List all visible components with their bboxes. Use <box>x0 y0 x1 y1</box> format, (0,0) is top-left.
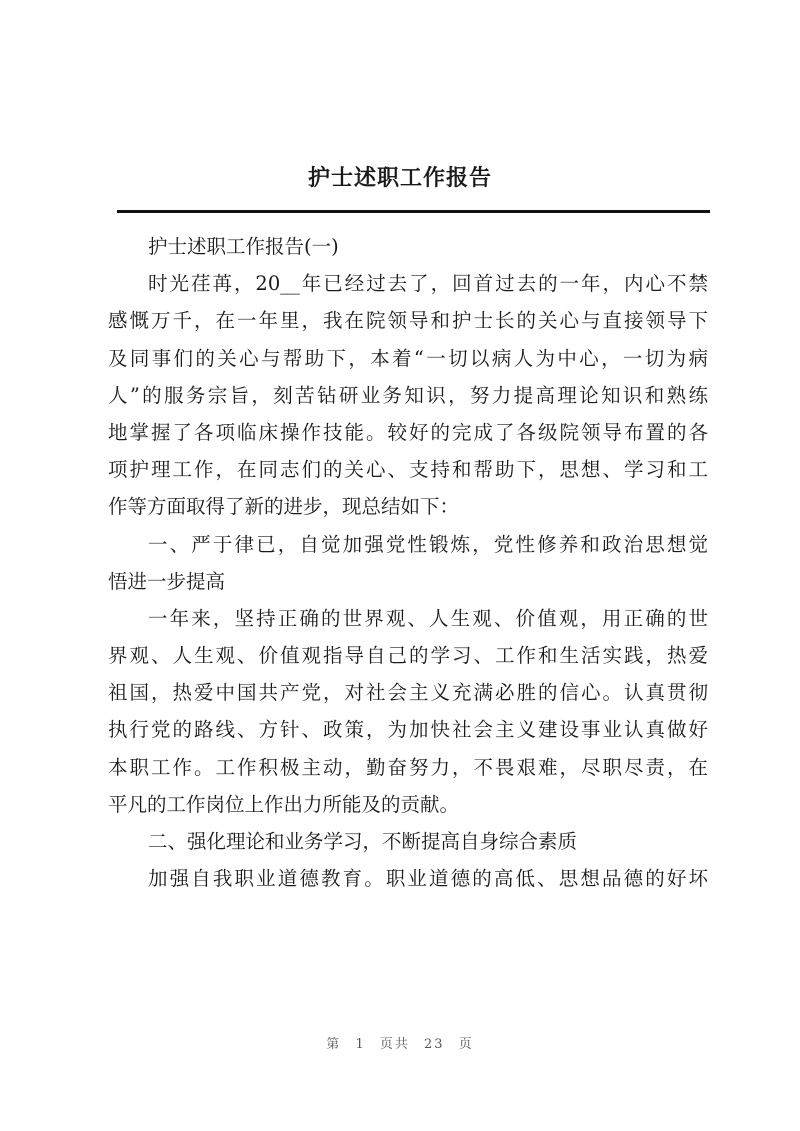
text-line: 悟进一步提高 <box>108 569 226 593</box>
footer-page-prefix: 第 <box>326 1037 342 1052</box>
text-line: 时光荏苒，20__年已经过去了，回首过去的一年，内心不禁 <box>148 272 708 296</box>
text-line: 二、强化理论和业务学习，不断提高自身综合素质 <box>148 830 578 853</box>
text-line: 界观、人生观、价值观指导自己的学习、工作和生活实践，热爱 <box>108 644 708 668</box>
footer-page-suffix: 页 <box>458 1037 474 1052</box>
text-line: 护士述职工作报告(一) <box>148 235 339 258</box>
text-line: 一年来，坚持正确的世界观、人生观、价值观，用正确的世 <box>148 606 708 630</box>
footer-page-number: 1 <box>355 1037 366 1052</box>
text-line: 本职工作。工作积极主动，勤奋努力，不畏艰难，尽职尽责，在 <box>108 755 708 779</box>
text-line: 感慨万千，在一年里，我在院领导和护士长的关心与直接领导下 <box>108 309 708 333</box>
text-line: 平凡的工作岗位上作出力所能及的贡献。 <box>108 792 460 816</box>
page-title: 护士述职工作报告 <box>307 165 492 191</box>
text-line: 祖国，热爱中国共产党，对社会主义充满必胜的信心。认真贯彻 <box>108 681 708 705</box>
text-line: 一、严于律已，自觉加强党性锻炼，党性修养和政治思想觉 <box>148 532 708 556</box>
text-line: 执行党的路线、方针、政策，为加快社会主义建设事业认真做好 <box>108 718 708 742</box>
text-line: 地掌握了各项临床操作技能。较好的完成了各级院领导布置的各 <box>108 420 708 444</box>
text-line: 作等方面取得了新的进步，现总结如下： <box>108 495 460 519</box>
footer-page-middle: 页共 <box>379 1037 410 1052</box>
footer-total-pages: 23 <box>424 1037 445 1052</box>
text-line: 加强自我职业道德教育。职业道德的高低、思想品德的好坏 <box>148 867 708 891</box>
text-line: 项护理工作，在同志们的关心、支持和帮助下，思想、学习和工 <box>108 458 708 482</box>
text-line: 人”的服务宗旨，刻苦钻研业务知识，努力提高理论知识和熟练 <box>108 383 708 407</box>
document-body <box>108 228 708 897</box>
title-divider <box>117 210 710 213</box>
text-line: 及同事们的关心与帮助下，本着“一切以病人为中心，一切为病 <box>108 346 708 370</box>
page-footer <box>0 1033 800 1052</box>
